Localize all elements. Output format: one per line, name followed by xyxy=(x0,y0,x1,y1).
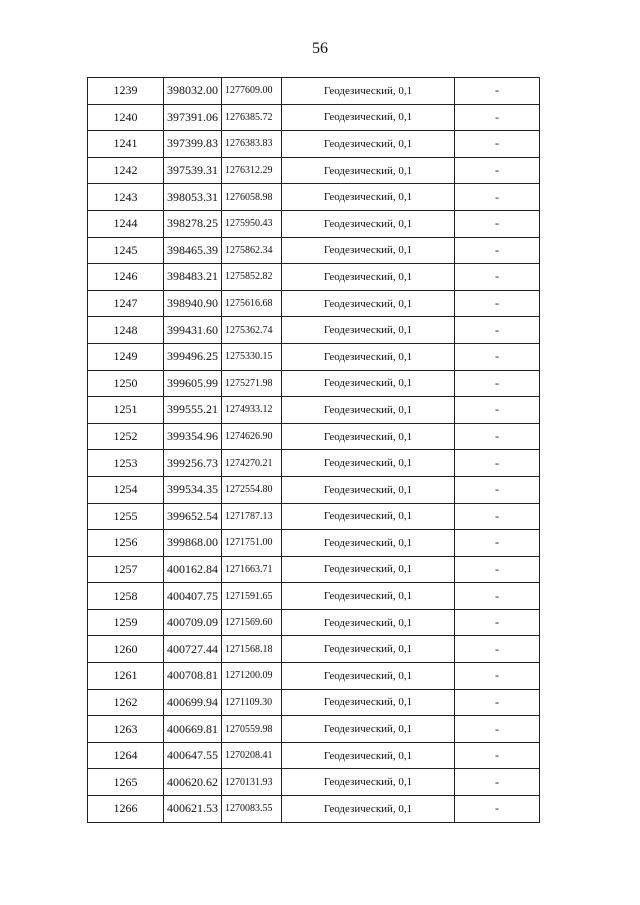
method-accuracy-cell: Геодезический, 0,1 xyxy=(282,343,455,370)
x-coordinate-cell: 398483.21 xyxy=(164,264,222,291)
y-coordinate-cell: 1275950.43 xyxy=(222,210,282,237)
table-row xyxy=(88,423,540,450)
point-number-cell: 1266 xyxy=(88,796,164,823)
extra-cell: - xyxy=(455,370,540,397)
method-accuracy-cell: Геодезический, 0,1 xyxy=(282,78,455,105)
point-number-cell: 1239 xyxy=(88,78,164,105)
table-row xyxy=(88,530,540,557)
extra-cell: - xyxy=(455,583,540,610)
x-coordinate-cell: 399354.96 xyxy=(164,423,222,450)
point-number-cell: 1247 xyxy=(88,290,164,317)
x-coordinate-cell: 398032.00 xyxy=(164,78,222,105)
y-coordinate-cell: 1276058.98 xyxy=(222,184,282,211)
y-coordinate-cell: 1275852.82 xyxy=(222,264,282,291)
method-accuracy-cell: Геодезический, 0,1 xyxy=(282,530,455,557)
table-row xyxy=(88,78,540,105)
page-number: 56 xyxy=(312,40,328,57)
point-number-cell: 1258 xyxy=(88,583,164,610)
point-number-cell: 1244 xyxy=(88,210,164,237)
y-coordinate-cell: 1271109.30 xyxy=(222,689,282,716)
table-row xyxy=(88,131,540,158)
method-accuracy-cell: Геодезический, 0,1 xyxy=(282,210,455,237)
extra-cell: - xyxy=(455,237,540,264)
method-accuracy-cell: Геодезический, 0,1 xyxy=(282,663,455,690)
method-accuracy-cell: Геодезический, 0,1 xyxy=(282,370,455,397)
point-number-cell: 1245 xyxy=(88,237,164,264)
x-coordinate-cell: 400647.55 xyxy=(164,742,222,769)
method-accuracy-cell: Геодезический, 0,1 xyxy=(282,796,455,823)
y-coordinate-cell: 1271568.18 xyxy=(222,636,282,663)
y-coordinate-cell: 1276312.29 xyxy=(222,157,282,184)
y-coordinate-cell: 1276383.83 xyxy=(222,131,282,158)
extra-cell: - xyxy=(455,742,540,769)
extra-cell: - xyxy=(455,609,540,636)
table-row xyxy=(88,556,540,583)
x-coordinate-cell: 399256.73 xyxy=(164,450,222,477)
x-coordinate-cell: 399534.35 xyxy=(164,476,222,503)
x-coordinate-cell: 398053.31 xyxy=(164,184,222,211)
extra-cell: - xyxy=(455,423,540,450)
method-accuracy-cell: Геодезический, 0,1 xyxy=(282,742,455,769)
table-row xyxy=(88,397,540,424)
point-number-cell: 1246 xyxy=(88,264,164,291)
y-coordinate-cell: 1274933.12 xyxy=(222,397,282,424)
table-row xyxy=(88,663,540,690)
y-coordinate-cell: 1271200.09 xyxy=(222,663,282,690)
extra-cell: - xyxy=(455,157,540,184)
method-accuracy-cell: Геодезический, 0,1 xyxy=(282,583,455,610)
x-coordinate-cell: 400620.62 xyxy=(164,769,222,796)
point-number-cell: 1240 xyxy=(88,104,164,131)
x-coordinate-cell: 397399.83 xyxy=(164,131,222,158)
point-number-cell: 1254 xyxy=(88,476,164,503)
point-number-cell: 1249 xyxy=(88,343,164,370)
y-coordinate-cell: 1270083.55 xyxy=(222,796,282,823)
method-accuracy-cell: Геодезический, 0,1 xyxy=(282,556,455,583)
extra-cell: - xyxy=(455,210,540,237)
table-row xyxy=(88,769,540,796)
table-row xyxy=(88,317,540,344)
y-coordinate-cell: 1275862.34 xyxy=(222,237,282,264)
point-number-cell: 1250 xyxy=(88,370,164,397)
table-row xyxy=(88,716,540,743)
extra-cell: - xyxy=(455,317,540,344)
y-coordinate-cell: 1272554.80 xyxy=(222,476,282,503)
table-row xyxy=(88,184,540,211)
method-accuracy-cell: Геодезический, 0,1 xyxy=(282,636,455,663)
x-coordinate-cell: 397391.06 xyxy=(164,104,222,131)
table-row xyxy=(88,609,540,636)
point-number-cell: 1256 xyxy=(88,530,164,557)
y-coordinate-cell: 1277609.00 xyxy=(222,78,282,105)
point-number-cell: 1255 xyxy=(88,503,164,530)
point-number-cell: 1263 xyxy=(88,716,164,743)
x-coordinate-cell: 397539.31 xyxy=(164,157,222,184)
extra-cell: - xyxy=(455,503,540,530)
method-accuracy-cell: Геодезический, 0,1 xyxy=(282,317,455,344)
point-number-cell: 1257 xyxy=(88,556,164,583)
method-accuracy-cell: Геодезический, 0,1 xyxy=(282,104,455,131)
point-number-cell: 1242 xyxy=(88,157,164,184)
x-coordinate-cell: 400621.53 xyxy=(164,796,222,823)
x-coordinate-cell: 400407.75 xyxy=(164,583,222,610)
extra-cell: - xyxy=(455,663,540,690)
y-coordinate-cell: 1270208.41 xyxy=(222,742,282,769)
table-row xyxy=(88,343,540,370)
x-coordinate-cell: 399431.60 xyxy=(164,317,222,344)
coordinates-table-body xyxy=(88,78,540,823)
point-number-cell: 1261 xyxy=(88,663,164,690)
method-accuracy-cell: Геодезический, 0,1 xyxy=(282,609,455,636)
table-row xyxy=(88,503,540,530)
table-row xyxy=(88,104,540,131)
x-coordinate-cell: 398940.90 xyxy=(164,290,222,317)
y-coordinate-cell: 1275362.74 xyxy=(222,317,282,344)
x-coordinate-cell: 398278.25 xyxy=(164,210,222,237)
method-accuracy-cell: Геодезический, 0,1 xyxy=(282,476,455,503)
y-coordinate-cell: 1274626.90 xyxy=(222,423,282,450)
extra-cell: - xyxy=(455,716,540,743)
x-coordinate-cell: 400709.09 xyxy=(164,609,222,636)
x-coordinate-cell: 399652.54 xyxy=(164,503,222,530)
table-row xyxy=(88,370,540,397)
method-accuracy-cell: Геодезический, 0,1 xyxy=(282,131,455,158)
x-coordinate-cell: 399555.21 xyxy=(164,397,222,424)
table-row xyxy=(88,450,540,477)
extra-cell: - xyxy=(455,450,540,477)
method-accuracy-cell: Геодезический, 0,1 xyxy=(282,716,455,743)
y-coordinate-cell: 1271751.00 xyxy=(222,530,282,557)
x-coordinate-cell: 400699.94 xyxy=(164,689,222,716)
table-row xyxy=(88,742,540,769)
point-number-cell: 1243 xyxy=(88,184,164,211)
point-number-cell: 1260 xyxy=(88,636,164,663)
y-coordinate-cell: 1274270.21 xyxy=(222,450,282,477)
point-number-cell: 1241 xyxy=(88,131,164,158)
extra-cell: - xyxy=(455,530,540,557)
point-number-cell: 1264 xyxy=(88,742,164,769)
extra-cell: - xyxy=(455,290,540,317)
method-accuracy-cell: Геодезический, 0,1 xyxy=(282,769,455,796)
point-number-cell: 1252 xyxy=(88,423,164,450)
y-coordinate-cell: 1271663.71 xyxy=(222,556,282,583)
table-row xyxy=(88,210,540,237)
y-coordinate-cell: 1276385.72 xyxy=(222,104,282,131)
point-number-cell: 1253 xyxy=(88,450,164,477)
method-accuracy-cell: Геодезический, 0,1 xyxy=(282,689,455,716)
x-coordinate-cell: 400727.44 xyxy=(164,636,222,663)
x-coordinate-cell: 400708.81 xyxy=(164,663,222,690)
method-accuracy-cell: Геодезический, 0,1 xyxy=(282,423,455,450)
table-row xyxy=(88,689,540,716)
table-row xyxy=(88,290,540,317)
x-coordinate-cell: 400669.81 xyxy=(164,716,222,743)
extra-cell: - xyxy=(455,636,540,663)
extra-cell: - xyxy=(455,131,540,158)
extra-cell: - xyxy=(455,769,540,796)
y-coordinate-cell: 1271591.65 xyxy=(222,583,282,610)
method-accuracy-cell: Геодезический, 0,1 xyxy=(282,237,455,264)
table-row xyxy=(88,476,540,503)
extra-cell: - xyxy=(455,556,540,583)
extra-cell: - xyxy=(455,78,540,105)
extra-cell: - xyxy=(455,476,540,503)
y-coordinate-cell: 1275271.98 xyxy=(222,370,282,397)
y-coordinate-cell: 1271569.60 xyxy=(222,609,282,636)
point-number-cell: 1259 xyxy=(88,609,164,636)
extra-cell: - xyxy=(455,689,540,716)
table-row xyxy=(88,157,540,184)
method-accuracy-cell: Геодезический, 0,1 xyxy=(282,290,455,317)
x-coordinate-cell: 398465.39 xyxy=(164,237,222,264)
y-coordinate-cell: 1270131.93 xyxy=(222,769,282,796)
method-accuracy-cell: Геодезический, 0,1 xyxy=(282,450,455,477)
method-accuracy-cell: Геодезический, 0,1 xyxy=(282,184,455,211)
method-accuracy-cell: Геодезический, 0,1 xyxy=(282,503,455,530)
x-coordinate-cell: 399868.00 xyxy=(164,530,222,557)
point-number-cell: 1262 xyxy=(88,689,164,716)
method-accuracy-cell: Геодезический, 0,1 xyxy=(282,264,455,291)
point-number-cell: 1251 xyxy=(88,397,164,424)
table-row xyxy=(88,636,540,663)
x-coordinate-cell: 399605.99 xyxy=(164,370,222,397)
y-coordinate-cell: 1271787.13 xyxy=(222,503,282,530)
extra-cell: - xyxy=(455,264,540,291)
y-coordinate-cell: 1275616.68 xyxy=(222,290,282,317)
y-coordinate-cell: 1270559.98 xyxy=(222,716,282,743)
table-row xyxy=(88,237,540,264)
x-coordinate-cell: 399496.25 xyxy=(164,343,222,370)
y-coordinate-cell: 1275330.15 xyxy=(222,343,282,370)
point-number-cell: 1265 xyxy=(88,769,164,796)
method-accuracy-cell: Геодезический, 0,1 xyxy=(282,157,455,184)
extra-cell: - xyxy=(455,397,540,424)
extra-cell: - xyxy=(455,104,540,131)
point-number-cell: 1248 xyxy=(88,317,164,344)
extra-cell: - xyxy=(455,796,540,823)
extra-cell: - xyxy=(455,343,540,370)
table-row xyxy=(88,796,540,823)
method-accuracy-cell: Геодезический, 0,1 xyxy=(282,397,455,424)
coordinates-table xyxy=(87,77,540,823)
extra-cell: - xyxy=(455,184,540,211)
table-row xyxy=(88,264,540,291)
x-coordinate-cell: 400162.84 xyxy=(164,556,222,583)
table-row xyxy=(88,583,540,610)
